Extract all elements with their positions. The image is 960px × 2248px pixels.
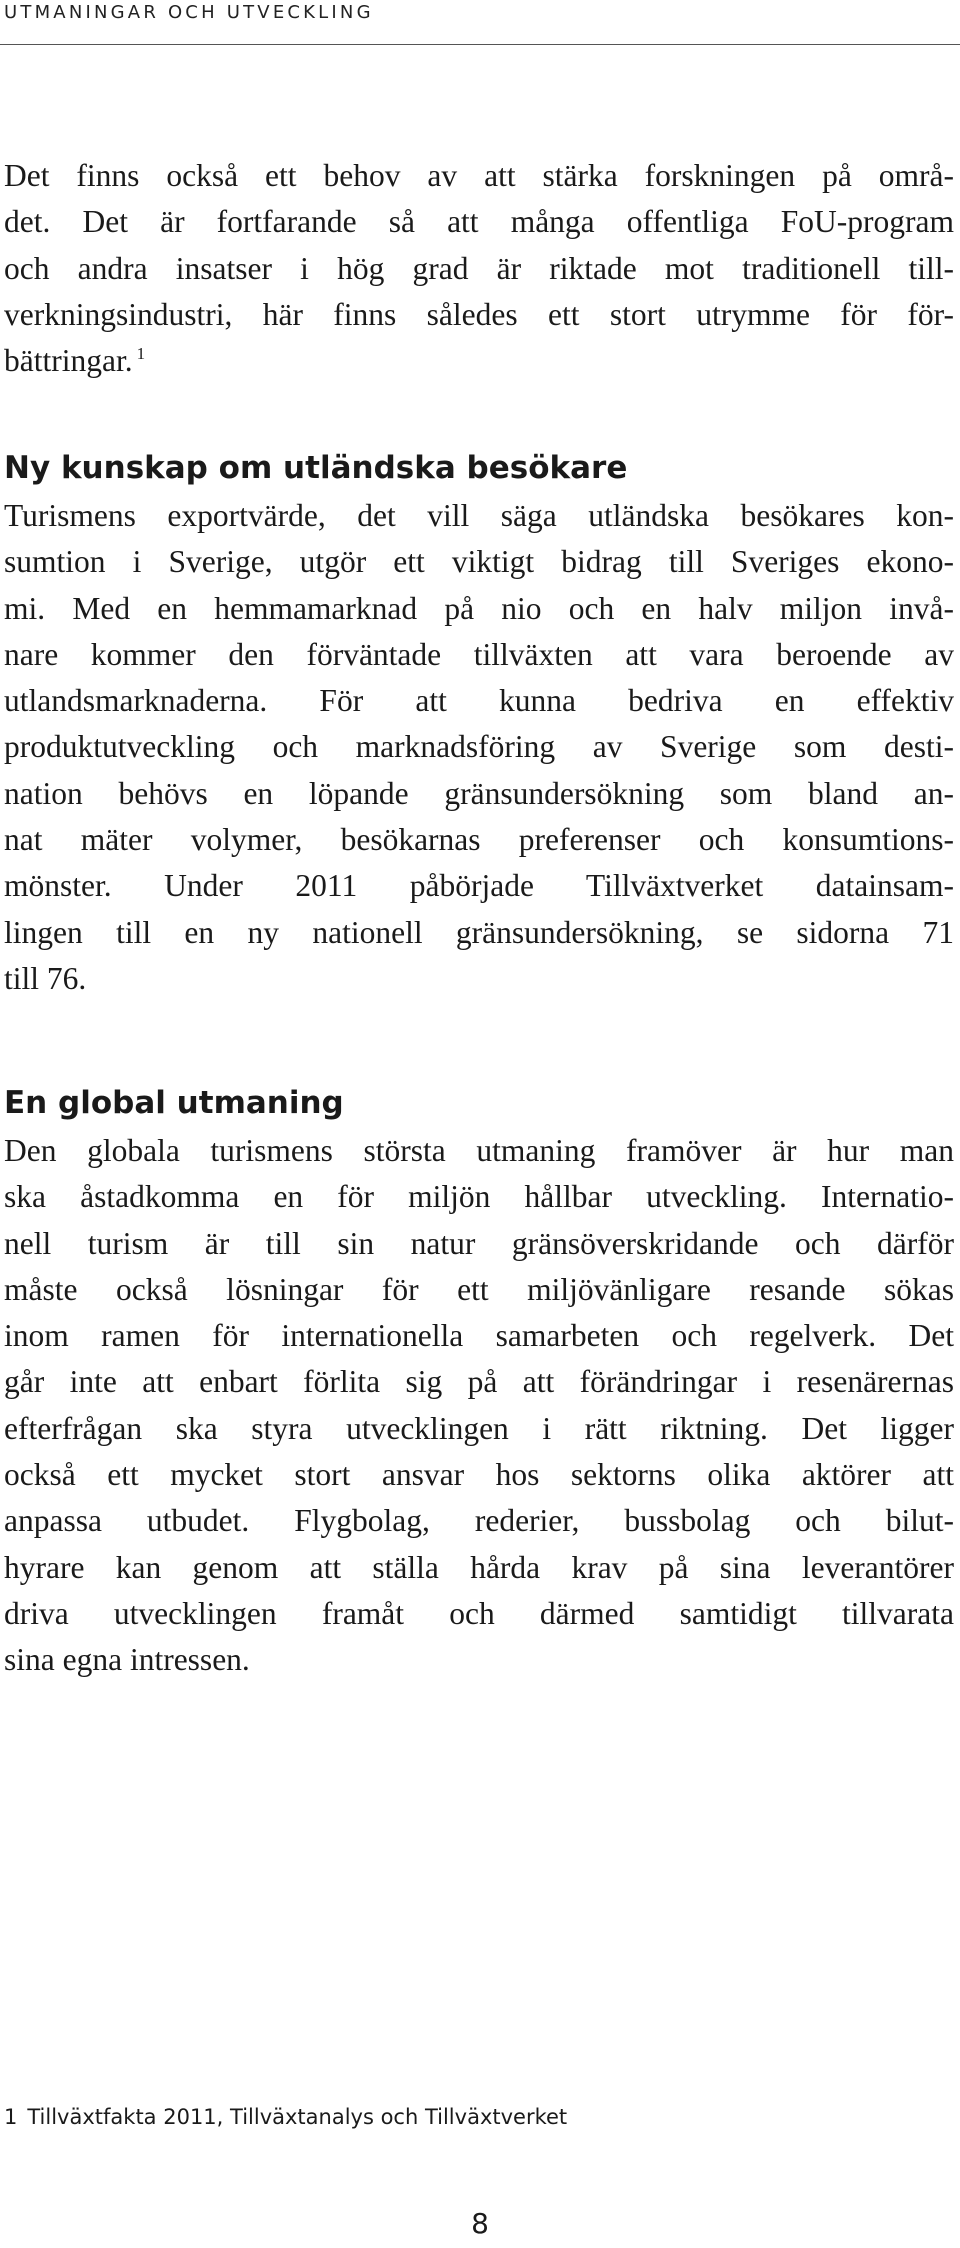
text-line: produktutveckling och marknadsföring av Sverige som desti-: [4, 729, 954, 765]
text-line: driva utvecklingen framåt och därmed samtidigt tillvarata: [4, 1595, 954, 1631]
footnote-text: Tillväxtfakta 2011, Tillväxtanalys och Tillväxtverket: [27, 2105, 568, 2129]
text-line: Den globala turismens största utmaning framöver är hur man: [4, 1133, 954, 1168]
text-line: sumtion i Sverige, utgör ett viktigt bidrag till Sveriges ekono-: [4, 544, 954, 580]
text-line: nation behövs en löpande gränsundersökning som bland an-: [4, 775, 954, 811]
text-line: till 76.: [4, 960, 87, 996]
section-paragraph: [4, 493, 954, 1002]
text-line-content: bättringar.: [4, 343, 133, 379]
text-line: verkningsindustri, här finns således ett stort utrymme för för-: [4, 296, 954, 332]
text-line: hyrare kan genom att ställa hårda krav på sina leverantörer: [4, 1549, 954, 1585]
footnote-reference[interactable]: 1: [136, 344, 146, 364]
text-line: också ett mycket stort ansvar hos sektorns olika aktörer att: [4, 1457, 954, 1493]
text-line: nat mäter volymer, besökarnas preferenser och konsumtions-: [4, 822, 954, 858]
text-line: efterfrågan ska styra utvecklingen i rätt riktning. Det ligger: [4, 1410, 954, 1446]
text-line: och andra insatser i hög grad är riktade mot traditionell till-: [4, 250, 954, 286]
text-line: mi. Med en hemmamarknad på nio och en halv miljon invå-: [4, 590, 954, 626]
text-line: det. Det är fortfarande så att många offentliga FoU-program: [4, 204, 954, 240]
running-header: UTMANINGAR OCH UTVECKLING: [4, 2, 374, 23]
text-line: sina egna intressen.: [4, 1642, 250, 1678]
section-heading: En global utmaning: [4, 1085, 344, 1121]
page-number: 8: [471, 2207, 489, 2240]
text-line: nare kommer den förväntade tillväxten att vara beroende av: [4, 636, 954, 672]
text-line: Turismens exportvärde, det vill säga utländska besökares kon-: [4, 498, 954, 533]
text-line: lingen till en ny nationell gränsundersökning, se sidorna 71: [4, 914, 954, 950]
text-line: anpassa utbudet. Flygbolag, rederier, bussbolag och bilut-: [4, 1503, 954, 1539]
footnote-number: 1: [4, 2105, 18, 2129]
text-line: mönster. Under 2011 påbörjade Tillväxtverket datainsam-: [4, 868, 954, 904]
text-line: [4, 338, 954, 384]
text-line: ska åstadkomma en för miljön hållbar utveckling. Internatio-: [4, 1179, 954, 1215]
text-line: måste också lösningar för ett miljövänligare resande sökas: [4, 1271, 954, 1307]
text-line: Det finns också ett behov av att stärka forskningen på områ-: [4, 158, 954, 193]
intro-paragraph: [4, 153, 954, 384]
footnote: [4, 2102, 567, 2132]
header-divider: [0, 44, 960, 45]
text-line: utlandsmarknaderna. För att kunna bedriva en effektiv: [4, 683, 954, 719]
text-line: inom ramen för internationella samarbeten och regelverk. Det: [4, 1318, 954, 1354]
section-heading: Ny kunskap om utländska besökare: [4, 450, 628, 486]
text-line: går inte att enbart förlita sig på att förändringar i resenärernas: [4, 1364, 954, 1400]
section-paragraph: [4, 1128, 954, 1684]
text-line: nell turism är till sin natur gränsöverskridande och därför: [4, 1225, 954, 1261]
